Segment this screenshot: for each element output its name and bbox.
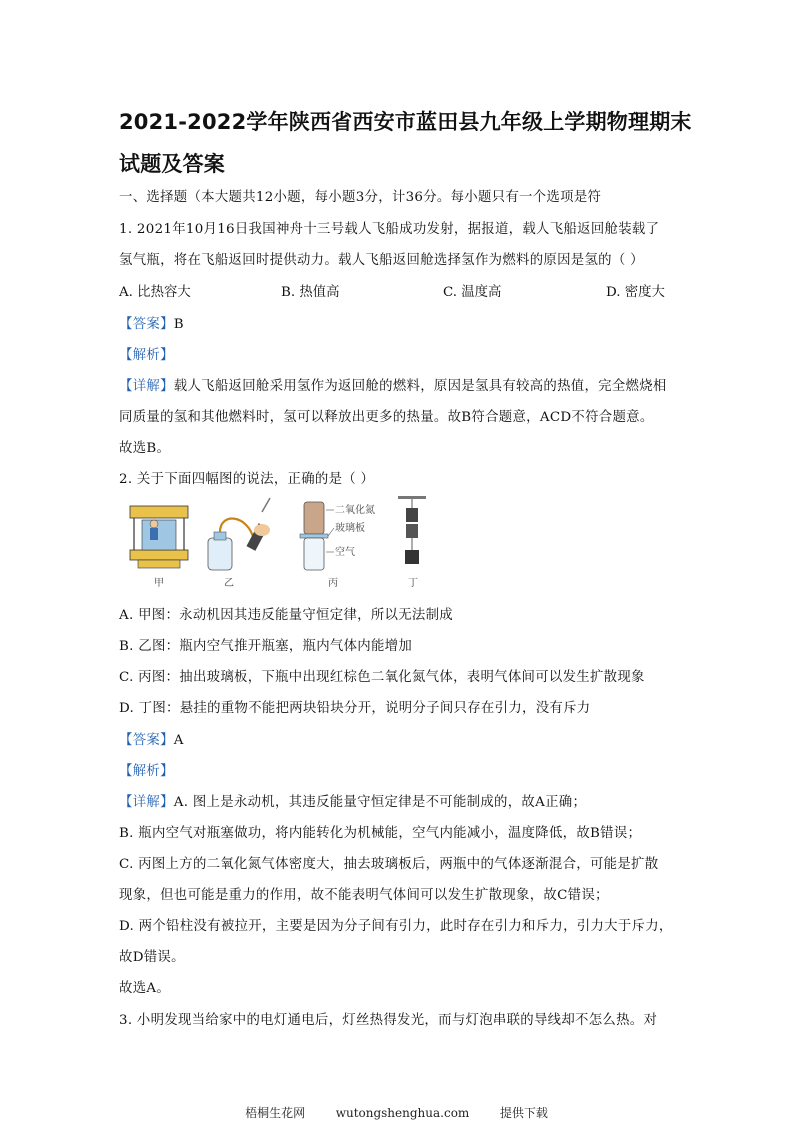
q2-conclusion: 故选A。 <box>119 981 171 996</box>
q1-option-b: B. 热值高 <box>281 285 340 300</box>
q1-option-d: D. 密度大 <box>606 285 665 300</box>
answer-value: B <box>173 317 184 332</box>
figure-ding <box>398 496 426 589</box>
figure-label-yi: 乙 <box>224 578 234 589</box>
figure-bing <box>300 502 375 589</box>
q2-option-b: B. 乙图：瓶内空气推开瓶塞，瓶内气体内能增加 <box>119 639 413 654</box>
q2-analysis-tag: 【解析】 <box>119 764 174 779</box>
footer-url[interactable]: wutongshenghua.com <box>335 1106 470 1120</box>
q2-detail-d1: D. 两个铅柱没有被拉开，主要是因为分子间有引力，此时存在引力和斥力，引力大于斥力， <box>119 919 673 934</box>
figure-label-jia: 甲 <box>154 578 164 589</box>
q2-figure <box>128 494 428 590</box>
detail-text: 载人飞船返回舱采用氢作为返回舱的燃料，原因是氢具有较高的热值，完全燃烧相 <box>173 379 667 394</box>
answer-value: A <box>173 733 184 748</box>
page-footer <box>0 1104 793 1121</box>
doc-title-line1: 2021-2022学年陕西省西安市蓝田县九年级上学期物理期末 <box>119 110 692 134</box>
q1-detail-line1 <box>119 375 667 394</box>
q2-detail-d2: 故D错误。 <box>119 950 185 965</box>
q1-answer <box>119 313 184 332</box>
q2-option-c: C. 丙图：抽出玻璃板，下瓶中出现红棕色二氧化氮气体，表明气体间可以发生扩散现象 <box>119 670 645 685</box>
section-heading: 一、选择题（本大题共12小题，每小题3分，计36分。每小题只有一个选项是符 <box>119 190 602 205</box>
figure-label-bing: 丙 <box>328 578 338 589</box>
q2-detail-c2: 现象，但也可能是重力的作用，故不能表明气体间可以发生扩散现象，故C错误； <box>119 888 609 903</box>
q1-option-a: A. 比热容大 <box>119 285 191 300</box>
q2-detail-c1: C. 丙图上方的二氧化氮气体密度大，抽去玻璃板后，两瓶中的气体逐渐混合，可能是扩散 <box>119 857 659 872</box>
detail-tag: 【详解】 <box>119 795 174 810</box>
answer-tag: 【答案】 <box>119 317 174 332</box>
q2-option-a: A. 甲图：永动机因其违反能量守恒定律，所以无法制成 <box>119 608 453 623</box>
figure-label-no2: 二氧化氮 <box>335 505 375 516</box>
q1-option-c: C. 温度高 <box>443 285 502 300</box>
figure-jia <box>130 506 188 589</box>
q1-analysis-tag: 【解析】 <box>119 348 174 363</box>
figure-label-glass: 玻璃板 <box>335 523 365 534</box>
figure-label-ding: 丁 <box>408 578 418 589</box>
q2-detail-b: B. 瓶内空气对瓶塞做功，将内能转化为机械能，空气内能减小，温度降低，故B错误； <box>119 826 642 841</box>
footer-download: 提供下载 <box>499 1106 548 1120</box>
q1-conclusion: 故选B。 <box>119 441 171 456</box>
q2-option-d: D. 丁图：悬挂的重物不能把两块铅块分开，说明分子间只存在引力，没有斥力 <box>119 701 591 716</box>
answer-tag: 【答案】 <box>119 733 174 748</box>
q1-detail-line2: 同质量的氢和其他燃料时，氢可以释放出更多的热量。故B符合题意，ACD不符合题意。 <box>119 410 654 425</box>
figure-label-air: 空气 <box>335 547 355 558</box>
q2-answer <box>119 729 184 748</box>
q2-detail-a <box>119 791 586 810</box>
detail-tag: 【详解】 <box>119 379 174 394</box>
q2-stem: 2. 关于下面四幅图的说法，正确的是（ ） <box>119 472 375 487</box>
q1-stem-line1: 1. 2021年10月16日我国神舟十三号载人飞船成功发射，据报道，载人飞船返回舱装载了 <box>119 222 660 237</box>
figure-yi <box>208 498 270 589</box>
footer-site-name: 梧桐生花网 <box>245 1106 306 1120</box>
q1-stem-line2: 氢气瓶，将在飞船返回时提供动力。载人飞船返回舱选择氢作为燃料的原因是氢的（ ） <box>119 253 644 268</box>
detail-text: A. 图上是永动机，其违反能量守恒定律是不可能制成的，故A正确； <box>173 795 587 810</box>
q3-stem-line1: 3. 小明发现当给家中的电灯通电后，灯丝热得发光，而与灯泡串联的导线却不怎么热。对 <box>119 1013 658 1028</box>
doc-title-line2: 试题及答案 <box>119 152 225 176</box>
